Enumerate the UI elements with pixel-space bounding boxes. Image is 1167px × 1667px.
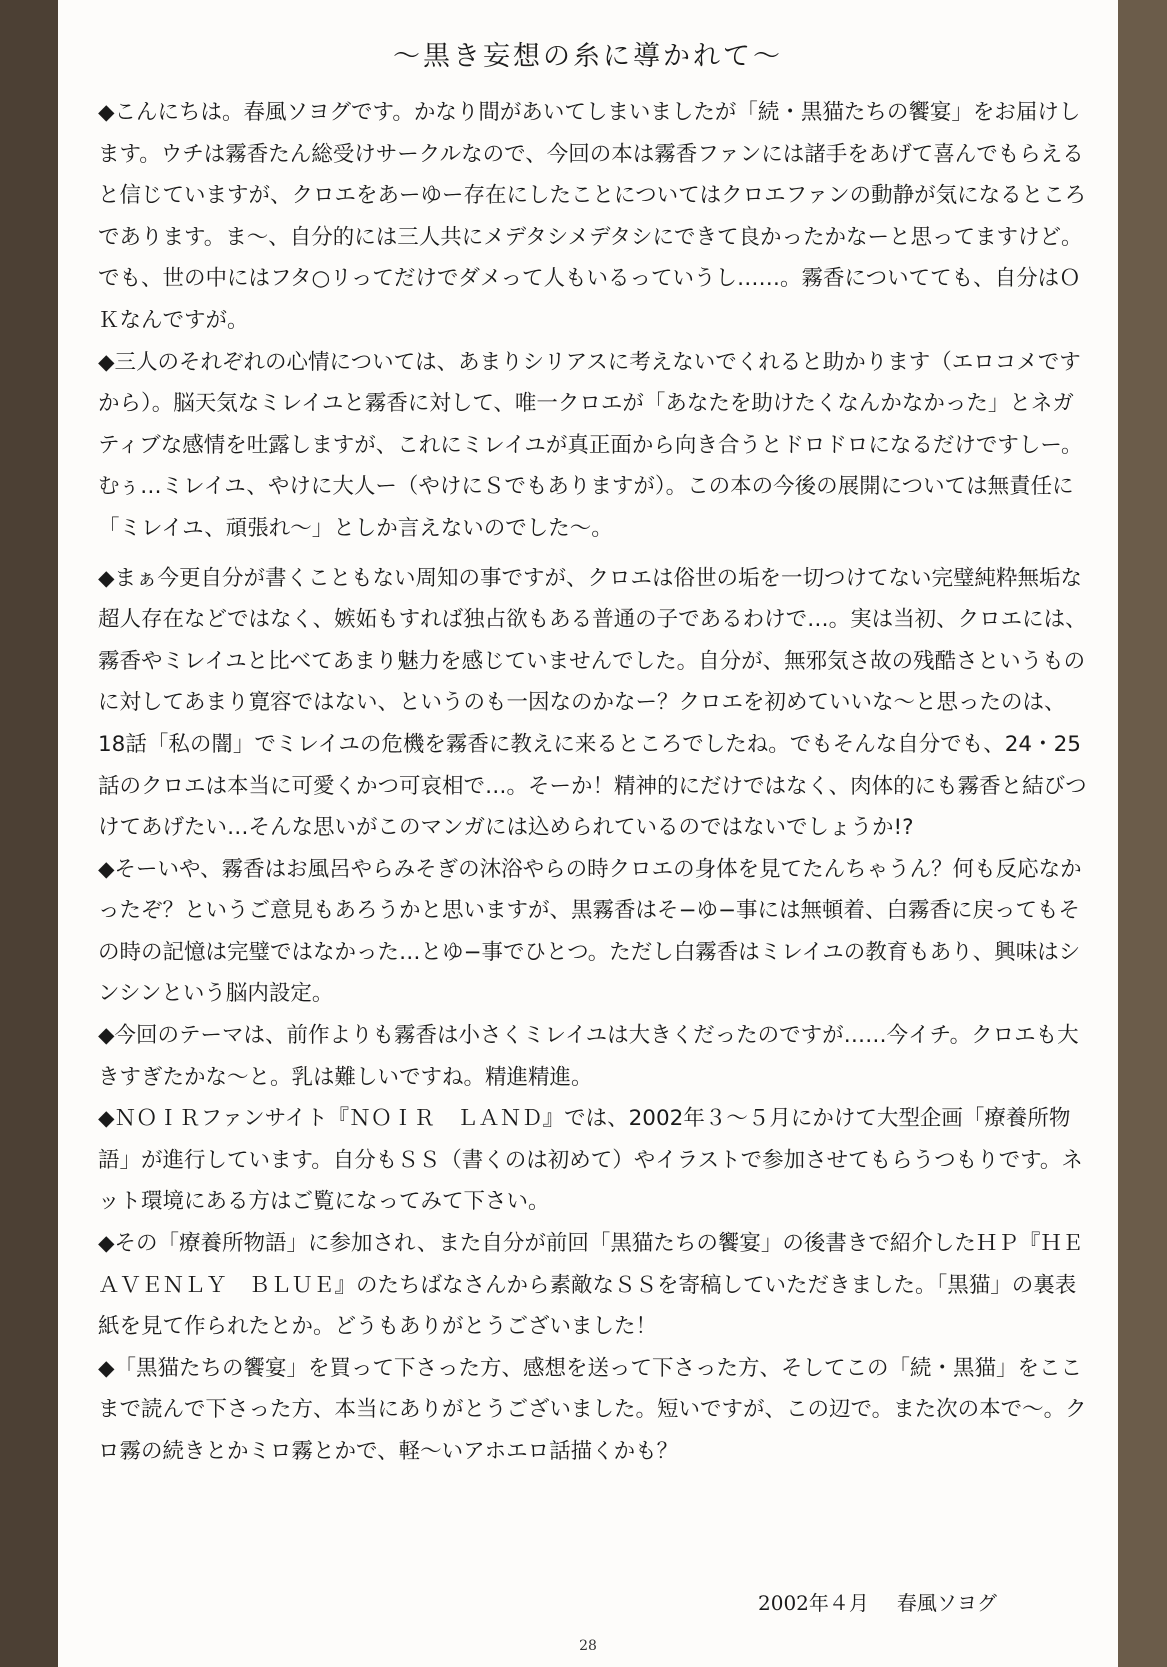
scan-left-edge [0,0,58,1667]
signature-author: 春風ソヨグ [896,1591,997,1615]
paragraph-3: ◆まぁ今更自分が書くこともない周知の事ですが、クロエは俗世の垢を一切つけてない完璧純粋無垢な超人存在などではなく、嫉妬もすれば独占欲もある普通の子であるわけで…。実は当初、クロエには、霧香やミレイユと比べてあまり魅力を感じていませんでした。自分が、無邪気さ故の残酷さというものに対してあまり寛容ではない、というのも一因なのかなー？クロエを初めていいな〜と思ったのは、18話「私の闇」でミレイユの危機を霧香に教えに来るところでしたね。でもそんな自分でも、24・25話のクロエは本当に可愛くかつ可哀相で…。そーか！精神的にだけではなく、肉体的にも霧香と結びつけてあげたい…そんな思いがこのマンガには込められているのではないでしょうか!? [98,565,1087,841]
page-number: 28 [579,1638,597,1654]
page-title: 〜黒き妄想の糸に導かれて〜 [393,41,783,72]
signature [758,1587,997,1616]
paragraph-2: ◆三人のそれぞれの心情については、あまりシリアスに考えないでくれると助かります（エロコメですから）。脳天気なミレイユと霧香に対して、唯一クロエが「あなたを助けたくなんかなかった」とネガティブな感情を吐露しますが、これにミレイユが真正面から向き合うとドロドロになるだけですしー。むぅ…ミレイユ、やけに大人ー（やけにＳでもありますが）。この本の今後の展開については無責任に「ミレイユ、頑張れ〜」としか言えないのでした〜。 [98,349,1083,541]
paragraph-1: ◆こんにちは。春風ソヨグです。かなり間があいてしまいましたが「続・黒猫たちの饗宴」をお届けします。ウチは霧香たん総受けサークルなので、今回の本は霧香ファンには諸手をあげて喜んでもらえると信じていますが、クロエをあーゆー存在にしたことについてはクロエファンの動静が気になるところであります。ま〜、自分的には三人共にメデタシメデタシにできて良かったかなーと思ってますけど。でも、世の中にはフタ○リってだけでダメって人もいるっていうし……。霧香についてても、自分はＯＫなんですが。 [98,100,1087,333]
paragraph-4: ◆そーいや、霧香はお風呂やらみそぎの沐浴やらの時クロエの身体を見てたんちゃうん？何も反応なかったぞ？というご意見もあろうかと思いますが、黒霧香はそ−ゆ−事には無頓着、白霧香に戻ってもその時の記憶は完璧ではなかった…とゆ−事でひとつ。ただし白霧香はミレイユの教育もあり、興味はシンシンという脳内設定。 [98,856,1082,1007]
paragraph-7: ◆その「療養所物語」に参加され、また自分が前回「黒猫たちの饗宴」の後書きで紹介したＨＰ『ＨＥＡＶＥＮＬＹ ＢＬＵＥ』のたちばなさんから素敵なＳＳを寄稿していただきました。「黒猫」の裏表紙を見て作られたとか。どうもありがとうございました！ [98,1231,1084,1340]
paragraph-8: ◆「黒猫たちの饗宴」を買って下さった方、感想を送って下さった方、そしてこの「続・黒猫」をここまで読んで下さった方、本当にありがとうございました。短いですが、この辺で。また次の本で〜。クロ霧の続きとかミロ霧とかで、軽〜いアホエロ話描くかも？ [98,1355,1087,1464]
paragraph-6: ◆ＮＯＩＲファンサイト『ＮＯＩＲ ＬＡＮＤ』では、2002年３〜５月にかけて大型企画「療養所物語」が進行しています。自分もＳＳ（書くのは初めて）やイラストで参加させてもらうつもりです。ネット環境にある方はご覧になってみて下さい。 [98,1106,1083,1215]
signature-date: 2002年４月 [758,1591,869,1615]
scan-right-edge [1118,0,1167,1667]
paragraph-5: ◆今回のテーマは、前作よりも霧香は小さくミレイユは大きくだったのですが……今イチ。クロエも大きすぎたかな〜と。乳は難しいですね。精進精進。 [98,1023,1079,1090]
document-page [58,0,1118,1667]
afterword-body [98,92,1088,1473]
